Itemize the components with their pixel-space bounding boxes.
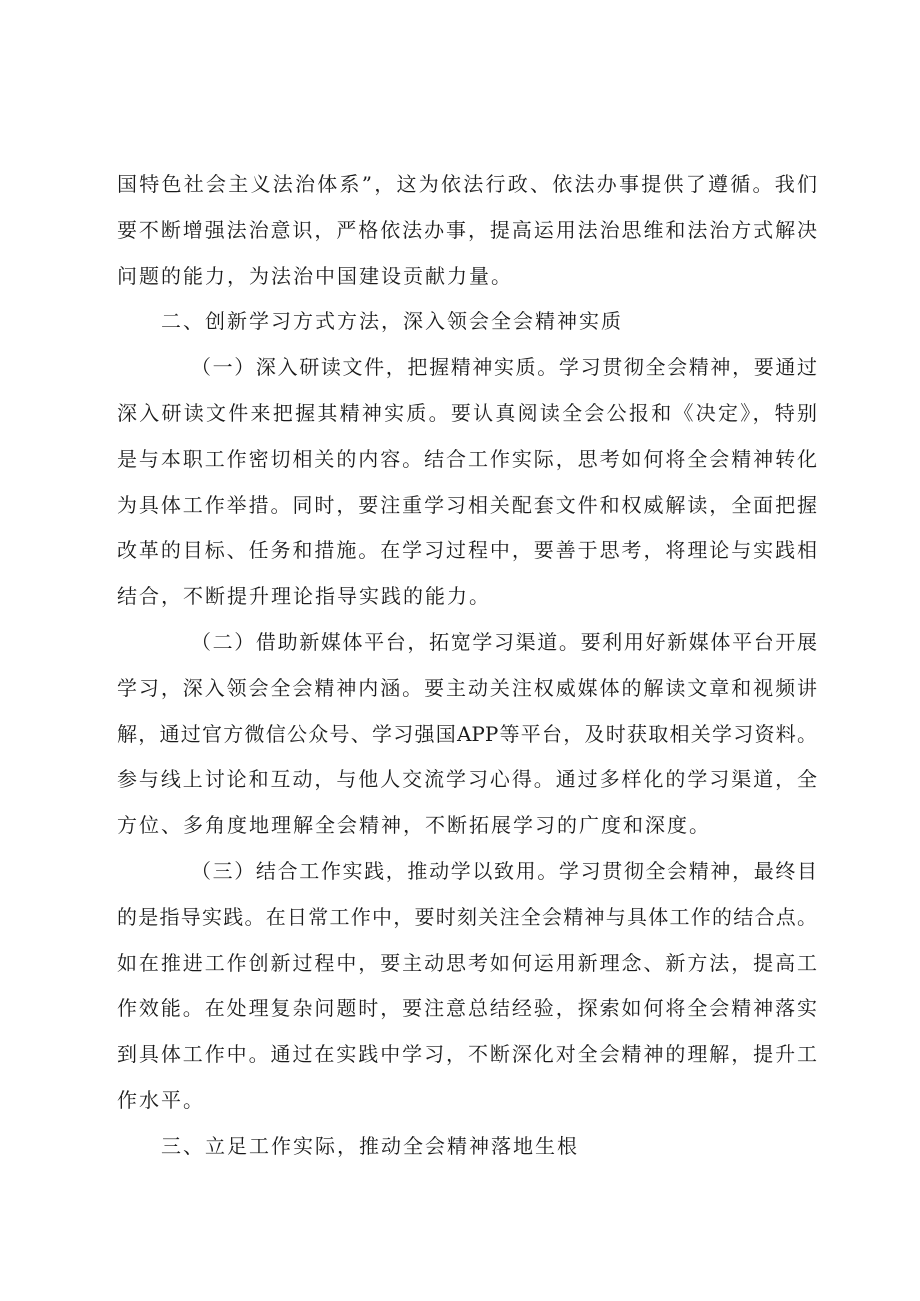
document-body (117, 162, 817, 1170)
text-line: 改革的目标、任务和措施。在学习过程中，要善于思考，将理论与实践相 (117, 538, 817, 563)
section-heading: 三、立足工作实际，推动全会精神落地生根 (161, 1133, 579, 1158)
text-line: 参与线上讨论和互动，与他人交流学习心得。通过多样化的学习渠道，全 (117, 767, 817, 792)
text-line: 方位、多角度地理解全会精神，不断拓展学习的广度和深度。 (117, 813, 711, 838)
text-line: 结合，不断提升理论指导实践的能力。 (117, 584, 491, 609)
text-line: （一）深入研读文件，把握精神实质。学习贯彻全会精神，要通过 (191, 355, 817, 380)
text-line: 解，通过官方微信公众号、学习强国APP等平台，及时获取相关学习资料。 (117, 721, 817, 746)
text-line: 问题的能力，为法治中国建设贡献力量。 (117, 263, 513, 288)
text-line: 为具体工作举措。同时，要注重学习相关配套文件和权威解读，全面把握 (117, 492, 817, 517)
text-line: （二）借助新媒体平台，拓宽学习渠道。要利用好新媒体平台开展 (191, 629, 817, 654)
text-line: 作效能。在处理复杂问题时，要注意总结经验，探索如何将全会精神落实 (117, 996, 817, 1021)
text-line: 如在推进工作创新过程中，要主动思考如何运用新理念、新方法，提高工 (117, 950, 817, 975)
text-line: 要不断增强法治意识，严格依法办事，提高运用法治思维和法治方式解决 (117, 217, 817, 242)
text-line: 是与本职工作密切相关的内容。结合工作实际，思考如何将全会精神转化 (117, 446, 817, 471)
text-line: 到具体工作中。通过在实践中学习，不断深化对全会精神的理解，提升工 (117, 1042, 817, 1067)
text-line: 学习，深入领会全会精神内涵。要主动关注权威媒体的解读文章和视频讲 (117, 675, 817, 700)
text-line: （三）结合工作实践，推动学以致用。学习贯彻全会精神，最终目 (191, 858, 817, 883)
text-line: 深入研读文件来把握其精神实质。要认真阅读全会公报和《决定》，特别 (117, 400, 817, 425)
text-line: 作水平。 (117, 1087, 205, 1112)
text-line: 的是指导实践。在日常工作中，要时刻关注全会精神与具体工作的结合点。 (117, 904, 817, 929)
text-line: 国特色社会主义法治体系”，这为依法行政、依法办事提供了遵循。我们 (117, 172, 817, 196)
section-heading: 二、创新学习方式方法，深入领会全会精神实质 (161, 309, 623, 334)
